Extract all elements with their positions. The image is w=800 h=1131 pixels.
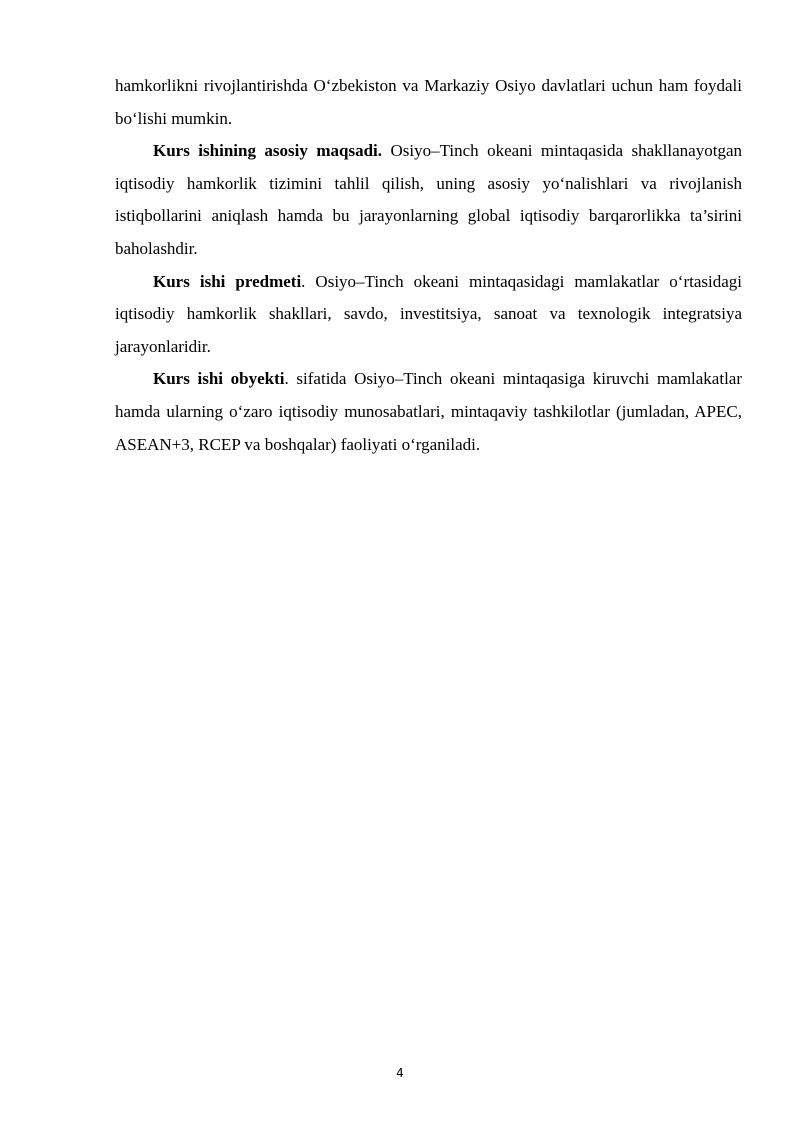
paragraph-course-subject bbox=[115, 266, 742, 364]
paragraph-continuation bbox=[115, 70, 742, 135]
paragraph-text: Osiyo–Tinch okeani mintaqasida shakllanayotgan iqtisodiy hamkorlik tizimini tahlil qilish, uning asosiy yo‘nalishlari va rivojlanish istiqbollarini aniqlash hamda bu jarayonlarning global iqtisodiy barqarorlikka ta’sirini baholashdir. bbox=[115, 141, 742, 258]
page-number: 4 bbox=[396, 1066, 404, 1080]
paragraph-course-goal bbox=[115, 135, 742, 265]
paragraph-lead: Kurs ishining asosiy maqsadi. bbox=[153, 141, 383, 161]
paragraph-course-object bbox=[115, 363, 742, 461]
paragraph-text: . Osiyo–Tinch okeani mintaqasidagi mamlakatlar o‘rtasidagi iqtisodiy hamkorlik shakllari, savdo, investitsiya, sanoat va texnologik integratsiya jarayonlaridir. bbox=[115, 271, 742, 356]
paragraph-text: hamkorlikni rivojlantirishda O‘zbekiston va Markaziy Osiyo davlatlari uchun ham foydali bo‘lishi mumkin. bbox=[115, 76, 742, 128]
document-body bbox=[115, 70, 742, 461]
paragraph-lead: Kurs ishi obyekti bbox=[153, 369, 285, 389]
paragraph-text: . sifatida Osiyo–Tinch okeani mintaqasiga kiruvchi mamlakatlar hamda ularning o‘zaro iqtisodiy munosabatlari, mintaqaviy tashkilotlar (jumladan, APEC, ASEAN+3, RCEP va boshqalar) faoliyati o‘rganiladi. bbox=[115, 369, 742, 454]
paragraph-lead: Kurs ishi predmeti bbox=[153, 271, 302, 291]
